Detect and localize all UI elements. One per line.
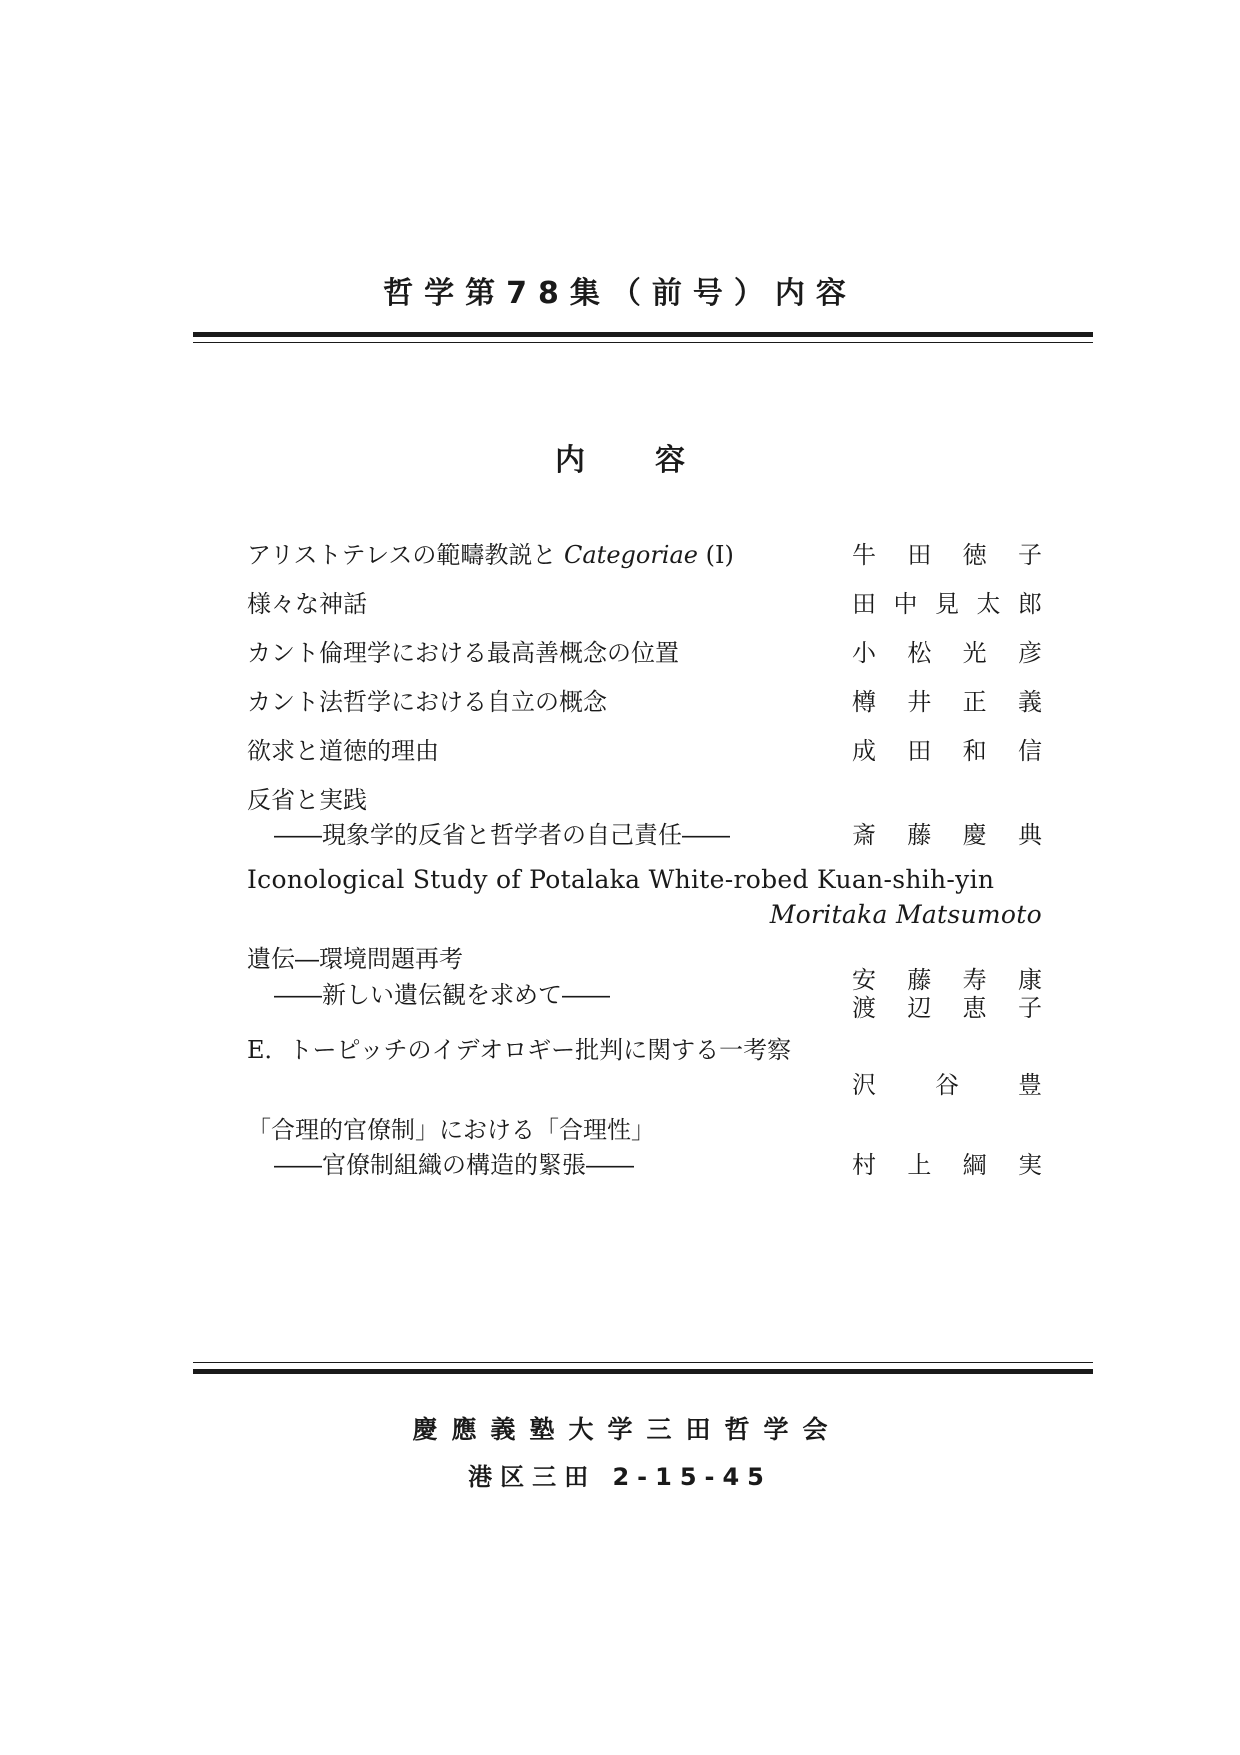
author-char: 安 xyxy=(852,966,876,994)
entry-author xyxy=(852,540,1042,570)
publisher-address: 港区三田 2-15-45 xyxy=(468,1463,772,1491)
author-char: 正 xyxy=(962,688,987,716)
entry-title: 反省と実践 xyxy=(247,786,367,814)
author-char: 田 xyxy=(852,590,876,618)
author-char: 田 xyxy=(907,737,932,765)
entry-title: 様々な神話 xyxy=(247,590,367,618)
author-char: 成 xyxy=(852,737,876,765)
author-char: 村 xyxy=(852,1151,876,1179)
entry-author xyxy=(852,736,1042,766)
page-title: 哲学第78集（前号）内容 xyxy=(383,276,857,311)
author-char: 藤 xyxy=(907,966,932,994)
author-char: 沢 xyxy=(852,1071,876,1099)
author-char: 田 xyxy=(907,541,932,569)
footer-rule-thin xyxy=(193,1362,1093,1363)
author-char: 子 xyxy=(1017,994,1042,1022)
author-char: 綱 xyxy=(962,1151,987,1179)
author-char: 辺 xyxy=(907,994,932,1022)
author-char: 見 xyxy=(935,590,959,618)
author-char: 太 xyxy=(976,590,1001,618)
entry-author xyxy=(852,589,1042,619)
author-char: 松 xyxy=(907,639,932,667)
author-char: 子 xyxy=(1017,541,1042,569)
author-char: 豊 xyxy=(1018,1071,1042,1099)
entry-author xyxy=(852,687,1042,717)
author-char: 恵 xyxy=(962,994,987,1022)
author-char: 寿 xyxy=(962,966,987,994)
author-char: 上 xyxy=(907,1151,932,1179)
entry-author xyxy=(852,965,1042,995)
header-rule-thin xyxy=(193,342,1093,343)
entry-author xyxy=(852,993,1042,1023)
author-char: 谷 xyxy=(935,1071,959,1099)
author-char: 郎 xyxy=(1018,590,1042,618)
author-char: 中 xyxy=(893,590,918,618)
author-char: 牛 xyxy=(852,541,876,569)
entry-title: 欲求と道徳的理由 xyxy=(247,737,439,765)
entry-title: アリストテレスの範疇教説と Categoriae (I) xyxy=(247,541,734,569)
entry-author xyxy=(852,1070,1042,1100)
author-char: 彦 xyxy=(1017,639,1042,667)
author-char: 信 xyxy=(1017,737,1042,765)
entry-author xyxy=(852,638,1042,668)
author-char: 小 xyxy=(852,639,876,667)
entry-title: カント法哲学における自立の概念 xyxy=(247,688,607,716)
contents-heading: 内容 xyxy=(555,443,755,478)
entry-author: Moritaka Matsumoto xyxy=(769,900,1042,929)
entry-title: E．トーピッチのイデオロギー批判に関する一考察 xyxy=(247,1036,792,1064)
footer-rule-thick xyxy=(193,1369,1093,1374)
entry-subtitle: ――官僚制組織の構造的緊張―― xyxy=(274,1151,634,1179)
entry-title: 「合理的官僚制」における「合理性」 xyxy=(247,1116,655,1144)
author-char: 和 xyxy=(962,737,987,765)
entry-subtitle: ――現象学的反省と哲学者の自己責任―― xyxy=(274,821,730,849)
author-char: 義 xyxy=(1017,688,1042,716)
author-char: 渡 xyxy=(852,994,876,1022)
entry-author xyxy=(852,1150,1042,1180)
header-rule-thick xyxy=(193,332,1093,337)
author-char: 樽 xyxy=(852,688,876,716)
entry-title: カント倫理学における最高善概念の位置 xyxy=(247,639,679,667)
author-char: 実 xyxy=(1017,1151,1042,1179)
author-char: 徳 xyxy=(962,541,987,569)
entry-title: Iconological Study of Potalaka White-robed Kuan-shih-yin xyxy=(247,865,995,894)
publisher-name: 慶應義塾大学三田哲学会 xyxy=(412,1415,842,1444)
entry-subtitle: ――新しい遺伝観を求めて―― xyxy=(274,981,610,1009)
entry-author xyxy=(852,820,1042,850)
author-char: 典 xyxy=(1017,821,1042,849)
author-char: 慶 xyxy=(962,821,987,849)
author-char: 康 xyxy=(1017,966,1042,994)
author-char: 藤 xyxy=(907,821,932,849)
author-char: 光 xyxy=(962,639,987,667)
author-char: 斎 xyxy=(852,821,876,849)
author-char: 井 xyxy=(907,688,932,716)
entry-title: 遺伝―環境問題再考 xyxy=(247,945,463,973)
